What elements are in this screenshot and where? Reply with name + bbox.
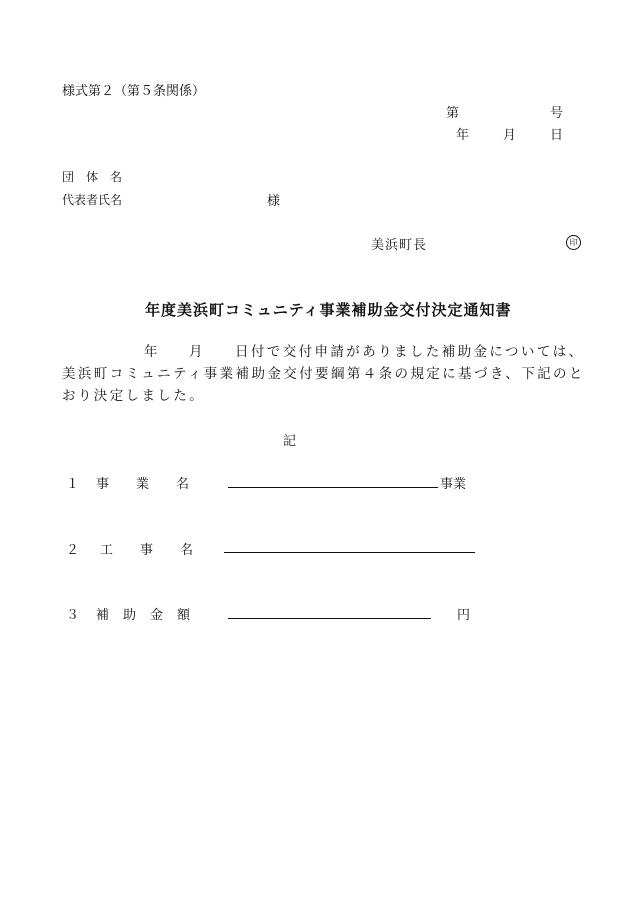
item2-char1: 工: [100, 543, 114, 558]
body-year: 年: [144, 344, 160, 360]
item3-char3: 金: [150, 608, 164, 623]
item3-suffix: 円: [457, 608, 471, 623]
item2-char3: 名: [180, 543, 194, 558]
item1-number: １: [66, 477, 80, 492]
item3-number: ３: [66, 608, 80, 623]
honorific: 様: [267, 194, 281, 209]
date-year: 年: [456, 128, 470, 143]
seal-mark: 印: [566, 235, 581, 250]
rep-label: 代表者氏名: [62, 193, 123, 207]
document-title: 年度美浜町コミュニティ事業補助金交付決定通知書: [145, 301, 512, 319]
item2-number: ２: [66, 543, 80, 558]
item3-char4: 額: [177, 608, 191, 623]
body-line2: 美浜町コミュニティ事業補助金交付要綱第４条の規定に基づき、下記のと: [62, 366, 585, 382]
issuer-label: 美浜町長: [371, 238, 428, 253]
item1-char2: 業: [136, 477, 150, 492]
item3-char2: 助: [123, 608, 137, 623]
body-line3: おり決定しました。: [62, 388, 206, 404]
item1-suffix: 事業: [440, 477, 467, 492]
item1-char1: 事: [96, 477, 110, 492]
item1-char3: 名: [176, 477, 190, 492]
doc-number-suffix: 号: [550, 106, 564, 121]
item2-fill-line[interactable]: [224, 552, 475, 553]
ki-heading: 記: [283, 434, 297, 449]
form-number: 様式第２（第５条関係）: [62, 84, 206, 99]
doc-number-label: 第: [446, 106, 460, 121]
org-label: 団 体 名: [62, 170, 123, 184]
body-line1-rest: 日付で交付申請がありました補助金については、: [235, 344, 585, 360]
item2-char2: 事: [140, 543, 154, 558]
item1-fill-line[interactable]: [228, 487, 438, 488]
item3-char1: 補: [96, 608, 110, 623]
body-month: 月: [189, 344, 205, 360]
item3-fill-line[interactable]: [228, 618, 431, 619]
date-month: 月: [503, 128, 517, 143]
date-day: 日: [550, 128, 564, 143]
